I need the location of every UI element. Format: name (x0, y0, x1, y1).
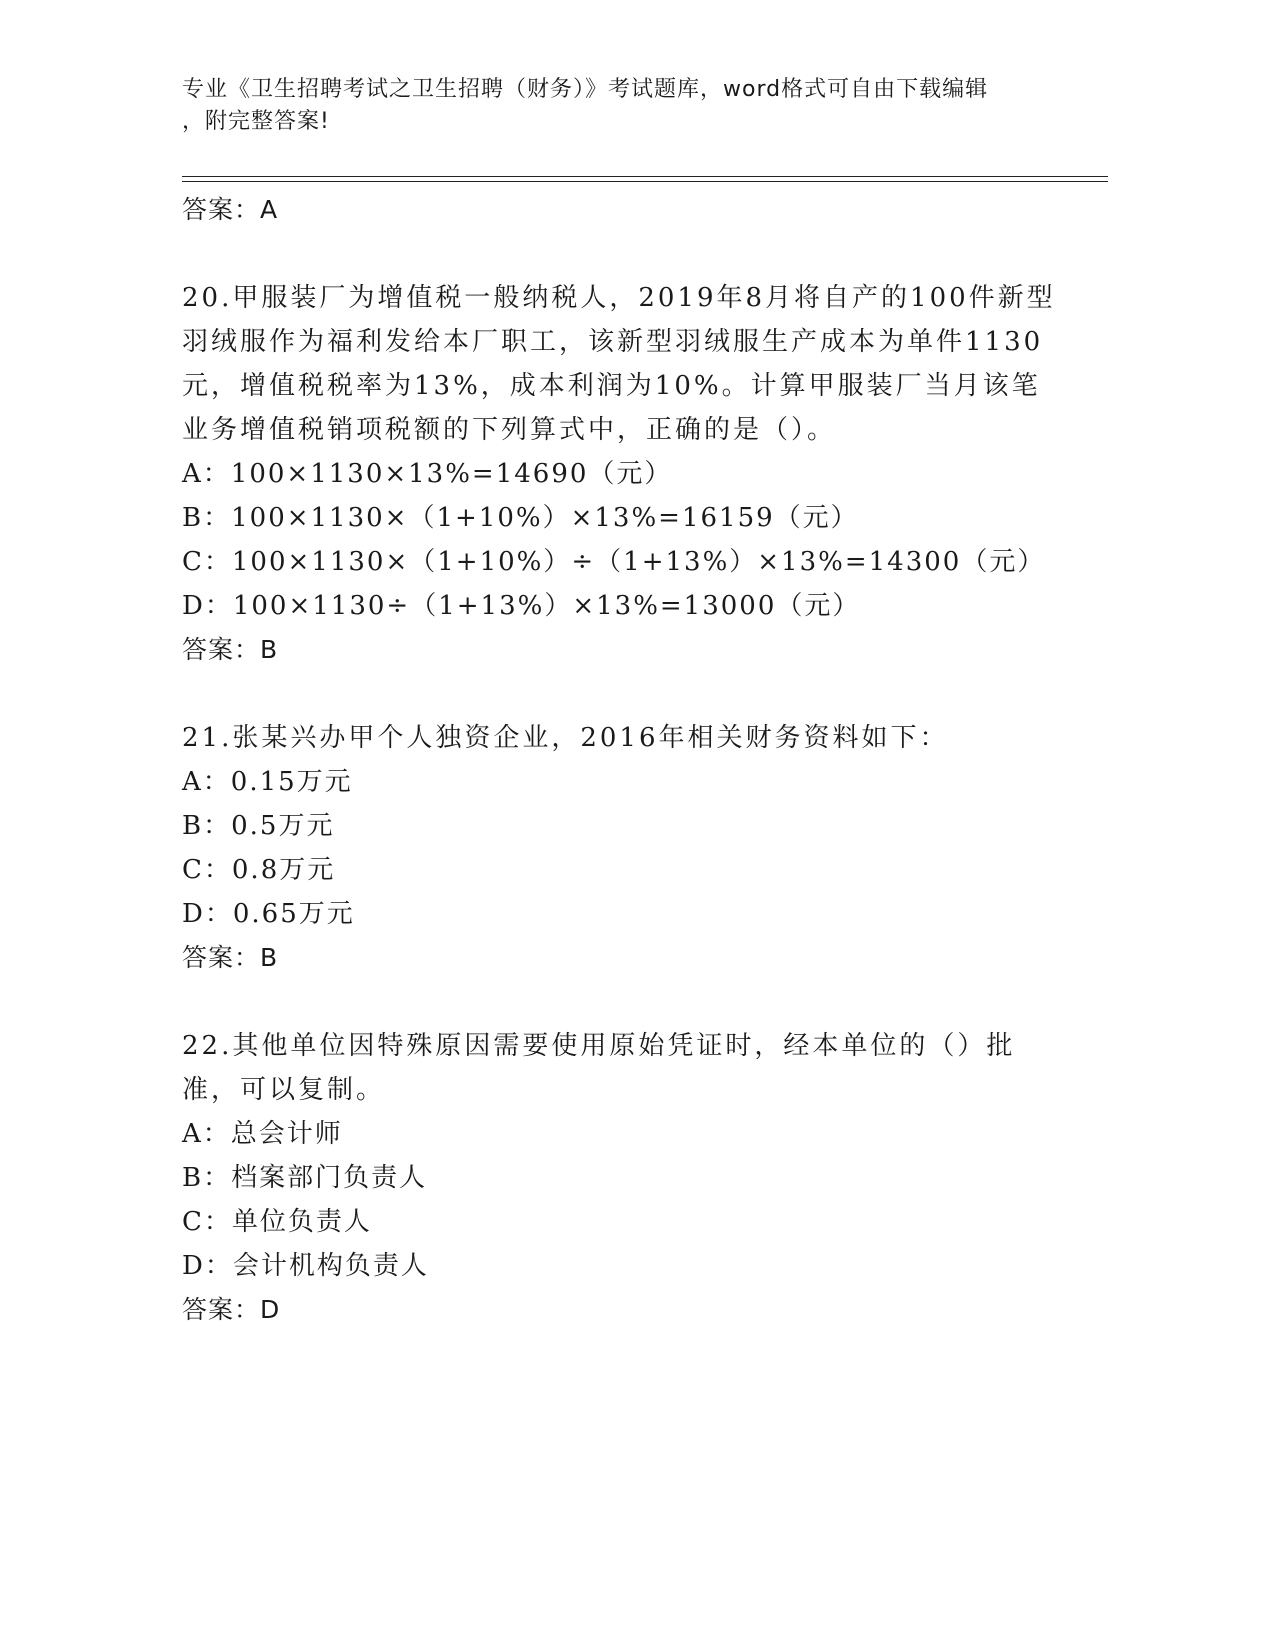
option-b: B：0.5万元 (182, 811, 335, 841)
question-spacer (182, 980, 1062, 1024)
option-b: B：档案部门负责人 (182, 1163, 428, 1193)
option-d: D：0.65万元 (182, 899, 355, 929)
question-stem: 22.其他单位因特殊原因需要使用原始凭证时，经本单位的（）批准，可以复制。 (182, 1031, 1016, 1105)
question-stem: 20.甲服装厂为增值税一般纳税人，2019年8月将自产的100件新型羽绒服作为福利发给本厂职工，该新型羽绒服生产成本为单件1130元，增值税税率为13%，成本利润为10%。计算甲服装厂当月该笔业务增值税销项税额的下列算式中，正确的是（）。 (182, 283, 1056, 445)
question-22 (182, 1024, 1062, 1332)
question-21 (182, 716, 1062, 980)
previous-answer: 答案：A (182, 195, 279, 224)
option-a: A：总会计师 (182, 1119, 343, 1149)
option-b: B：100×1130×（1+10%）×13%=16159（元） (182, 503, 859, 533)
question-20 (182, 276, 1062, 672)
header-line-2: ，附完整答案! (182, 109, 330, 134)
option-c: C：100×1130×（1+10%）÷（1+13%）×13%=14300（元） (182, 547, 1046, 577)
header-divider-top (182, 176, 1108, 177)
question-list (182, 188, 1062, 1332)
question-answer: 答案：B (182, 943, 279, 972)
option-d: D：100×1130÷（1+13%）×13%=13000（元） (182, 591, 861, 621)
option-a: A：0.15万元 (182, 767, 353, 797)
question-spacer (182, 232, 1062, 276)
option-a: A：100×1130×13%=14690（元） (182, 459, 673, 489)
question-answer: 答案：D (182, 1295, 281, 1324)
question-answer: 答案：B (182, 635, 279, 664)
option-c: C：0.8万元 (182, 855, 336, 885)
option-c: C：单位负责人 (182, 1207, 372, 1237)
option-d: D：会计机构负责人 (182, 1251, 429, 1281)
document-header (182, 74, 1062, 138)
question-spacer (182, 672, 1062, 716)
header-line-1: 专业《卫生招聘考试之卫生招聘（财务）》考试题库，word格式可自由下载编辑 (182, 77, 989, 102)
header-divider-bottom (182, 181, 1108, 182)
question-stem: 21.张某兴办甲个人独资企业，2016年相关财务资料如下： (182, 723, 949, 753)
